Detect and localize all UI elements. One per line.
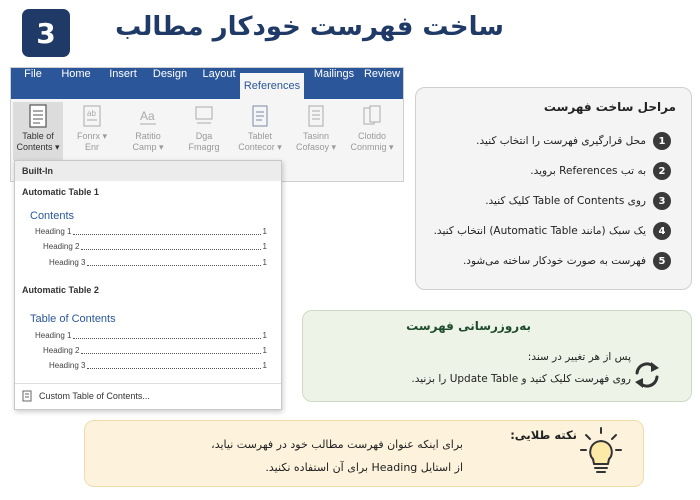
step-text: فهرست به صورت خودکار ساخته می‌شود. xyxy=(462,255,646,267)
tool-label-line1: Dga xyxy=(195,131,213,141)
tool-label-line2: Contecor ▾ xyxy=(238,142,282,152)
tab-mailings[interactable]: Mailings xyxy=(313,68,355,80)
tool-label-line1: Table of xyxy=(22,131,54,141)
tab-insert[interactable]: Insert xyxy=(109,68,137,80)
toc-entry-text: Heading 2 xyxy=(43,242,80,251)
toc-preview-line xyxy=(35,227,267,238)
table-of-contents-icon xyxy=(27,104,49,128)
tool-label-line1: Fonrx ▾ xyxy=(76,131,108,141)
step-text: محل قرارگیری فهرست را انتخاب کنید. xyxy=(476,135,646,147)
page-title: ساخت فهرست خودکار مطالب xyxy=(115,12,504,42)
tip-title: نکته طلایی: xyxy=(510,428,577,442)
steps-panel xyxy=(415,87,692,290)
update-text-line1: پس از هر تغییر در سند: xyxy=(527,351,631,363)
toc-preview-line xyxy=(35,331,267,342)
steps-title: مراحل ساخت فهرست xyxy=(543,100,676,114)
toc-entry-page: 1 xyxy=(262,227,267,236)
caption-button[interactable] xyxy=(179,104,229,153)
toc-dropdown-menu xyxy=(14,160,282,410)
toc-entry-text: Heading 3 xyxy=(49,258,86,267)
tool-label-line2: Enr xyxy=(84,142,99,152)
toc-preview-line xyxy=(49,361,267,372)
step-number: 4 xyxy=(653,222,671,240)
step-text: روی Table of Contents کلیک کنید. xyxy=(485,195,646,207)
tool-label-line2: Contents ▾ xyxy=(16,142,60,152)
toc-preview-line xyxy=(49,258,267,269)
toc-entry-text: Heading 2 xyxy=(43,346,80,355)
caption-icon xyxy=(193,104,215,128)
ribbon-tab-bar xyxy=(11,68,403,99)
tool-label-line1: Ratitio xyxy=(135,131,161,141)
dropdown-divider xyxy=(15,383,281,384)
table-of-authorities-icon xyxy=(305,104,327,128)
tool-label-line2: Fmagrg xyxy=(188,142,220,152)
index-icon xyxy=(249,104,271,128)
table-of-contents-button[interactable] xyxy=(13,102,63,160)
toc-entry-page: 1 xyxy=(262,361,267,370)
custom-table-of-contents-item[interactable] xyxy=(22,390,150,402)
toc-entry-page: 1 xyxy=(262,331,267,340)
footnote-icon xyxy=(81,104,103,128)
step-number: 3 xyxy=(653,192,671,210)
index-button[interactable] xyxy=(235,104,285,153)
svg-text:ab: ab xyxy=(87,109,96,118)
update-title: به‌روزرسانی فهرست xyxy=(406,319,531,333)
dropdown-section-heading: Built-In xyxy=(15,161,281,181)
citation-button[interactable] xyxy=(123,104,173,153)
document-icon xyxy=(22,390,33,402)
lightbulb-icon xyxy=(578,426,624,476)
tip-text-line1: برای اینکه عنوان فهرست مطالب خود در فهرست نیاید، xyxy=(211,438,463,451)
automatic-table-2-preview-title[interactable]: Table of Contents xyxy=(30,313,116,325)
step-text: یک سبک (مانند Automatic Table) انتخاب کنید. xyxy=(433,225,646,237)
tab-home[interactable]: Home xyxy=(61,68,91,80)
step-number: 5 xyxy=(653,252,671,270)
bibliography-icon xyxy=(361,104,383,128)
tool-label-line2: Cofasoy ▾ xyxy=(295,142,337,152)
custom-toc-label: Custom Table of Contents... xyxy=(39,391,150,401)
tool-label-line1: Tasinn xyxy=(302,131,329,141)
automatic-table-1-label: Automatic Table 1 xyxy=(22,187,99,197)
toc-entry-page: 1 xyxy=(262,258,267,267)
step-item xyxy=(426,132,671,150)
automatic-table-2-label: Automatic Table 2 xyxy=(22,285,99,295)
tool-label-line1: Tablet xyxy=(247,131,273,141)
toc-entry-text: Heading 3 xyxy=(49,361,86,370)
svg-text:Aa: Aa xyxy=(140,109,155,123)
citation-icon xyxy=(137,104,159,128)
toc-entry-page: 1 xyxy=(262,242,267,251)
automatic-table-1-preview-title[interactable]: Contents xyxy=(30,210,75,222)
update-panel xyxy=(302,310,692,402)
tab-references[interactable]: References xyxy=(239,72,305,99)
table-of-authorities-button[interactable] xyxy=(291,104,341,153)
tool-label-line1: Clotido xyxy=(357,131,386,141)
step-item xyxy=(426,192,671,210)
step-item xyxy=(426,222,671,240)
bibliography-button[interactable] xyxy=(347,104,397,153)
toc-entry-text: Heading 1 xyxy=(35,227,72,236)
tool-label-line2: Camp ▾ xyxy=(132,142,164,152)
tab-review[interactable]: Review xyxy=(363,68,401,80)
tab-file[interactable]: File xyxy=(24,68,42,80)
toc-preview-line xyxy=(43,242,267,253)
step-number-badge: 3 xyxy=(22,9,70,57)
refresh-icon xyxy=(630,359,664,391)
step-text: به تب References بروید. xyxy=(530,165,646,177)
toc-entry-page: 1 xyxy=(262,346,267,355)
step-item xyxy=(426,252,671,270)
footnote-button[interactable] xyxy=(67,104,117,153)
step-number: 2 xyxy=(653,162,671,180)
step-item xyxy=(426,162,671,180)
toc-preview-line xyxy=(43,346,267,357)
tip-panel xyxy=(84,420,644,487)
step-number: 1 xyxy=(653,132,671,150)
tip-text-line2: از استایل Heading برای آن استفاده نکنید. xyxy=(265,461,463,474)
update-text-line2: روی فهرست کلیک کنید و Update Table را بزنید. xyxy=(411,373,631,385)
tab-design[interactable]: Design xyxy=(152,68,188,80)
tool-label-line2: Conmnig ▾ xyxy=(350,142,394,152)
toc-entry-text: Heading 1 xyxy=(35,331,72,340)
tab-layout[interactable]: Layout xyxy=(202,68,236,80)
